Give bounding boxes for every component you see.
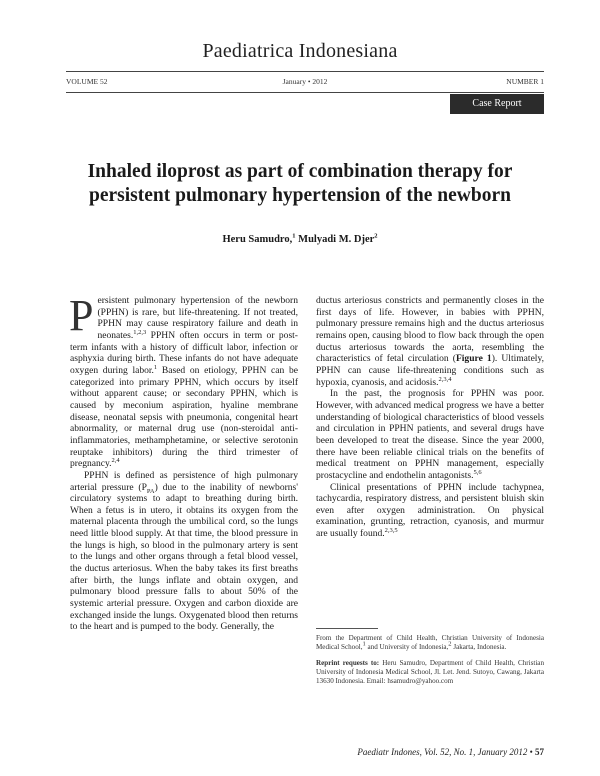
page-footer [316, 747, 544, 757]
header-rule-bottom [66, 92, 544, 93]
paragraph-text: PPHN is defined as persistence of high pulmonary arterial pressure (P [70, 469, 298, 493]
paragraph-text: Based on etiology, PPHN can be categorized into primary PPHN, which occurs by itself without apparent cause; or secondary PPHN, which is caused by meconium aspiration, hyaline membrane disease, neonatal sepsis with pneumonia, congenital heart abnormality, or maternal drug use (non-steroidal anti-inflammatories, methamphetamine, or selective serotonin reuptake inhibitors) during the third trimester of pregnancy. [70, 364, 299, 470]
paragraph-text: Clinical presentations of PPHN include tachypnea, tachycardia, respiratory distress, and persistent bluish skin even after oxygen administration. On physical examination, grunting, retraction, cyanosis, and murmur are usually found. [316, 481, 544, 540]
footer-bullet: • [529, 747, 533, 757]
body-paragraph [70, 470, 298, 633]
body-paragraph [316, 295, 544, 388]
citation-ref: 2,3,4 [438, 375, 452, 383]
footnote-text: and University of Indonesia, [365, 643, 449, 652]
paragraph-text: ). Ultimately, PPHN can cause life-threatening conditions such as hypoxia, cyanosis, and acidosis. [316, 353, 544, 388]
footnote-text: Jakarta, Indonesia. [451, 643, 507, 652]
author-name: Heru Samudro, [222, 234, 293, 245]
article-type-badge: Case Report [450, 94, 544, 114]
footnotes [316, 634, 544, 692]
citation-ref: 2,4 [111, 457, 120, 465]
body-paragraph [69, 291, 299, 470]
subscript: PA [146, 487, 155, 495]
volume-label: VOLUME 52 [66, 77, 108, 86]
journal-title: Paediatrica Indonesiana [202, 40, 398, 62]
page-number: 57 [535, 747, 544, 757]
body-column-right [316, 295, 544, 540]
body-paragraph [316, 388, 544, 481]
article-title-line-1: Inhaled iloprost as part of combination therapy for [87, 161, 513, 182]
footnote-text: Heru Samudro, Department of Child Health, Christian University of Indonesia Medical School, Jl. Let. Jend. Sutoyo, Cawang, Jakarta 13630 Indonesia. Email: hsamudro@yahoo.com [316, 658, 544, 686]
header-rule-top [66, 71, 544, 72]
issue-date: January • 2012 [282, 77, 328, 86]
citation-ref: 1,2,3 [133, 328, 147, 336]
author-list [0, 234, 600, 245]
paragraph-text: In the past, the prognosis for PPHN was poor. However, with advanced medical progress we have a better understanding of biological characteristics of blood vessels and circulation in PPHN patients, and several drugs have been developed to treat the disease. Since the year 2000, there have been reliable clinical trials on the benefits of medical treatment on PPHN management, especially prostacycline and endothelin antagonists. [316, 388, 544, 481]
issue-meta-row [66, 77, 544, 89]
affiliation-mark: 2 [448, 640, 452, 648]
affiliation-mark: 2 [374, 232, 378, 240]
paragraph-text: ersistent pulmonary hypertension of the newborn (PPHN) is rare, but life-threatening. If not treated, PPHN may cause respiratory failure and death in neonates. [97, 295, 298, 341]
figure-reference: Figure 1 [455, 353, 492, 365]
paragraph-text: PPHN often occurs in term or post-term infants with a history of difficult labor, infection or asphyxia during birth. These infants do not have adequate oxygen during labor. [70, 329, 298, 376]
footnote-text: From the Department of Child Health, Christian University of Indonesia Medical School, [316, 634, 544, 652]
footnote-rule [316, 628, 378, 629]
citation-ref: 5,6 [473, 468, 482, 476]
reprint-label: Reprint requests to: [316, 658, 380, 667]
journal-citation: Paediatr Indones, Vol. 52, No. 1, January 2012 [357, 747, 528, 757]
affiliation-footnote [316, 634, 544, 653]
author-name: Mulyadi M. Djer [298, 234, 375, 245]
citation-ref: 1 [153, 363, 158, 371]
paragraph-text: ductus arteriosus constricts and permanently closes in the first days of life. However, in babies with PPHN, pulmonary pressure remains high and the ductus arteriosus remains open, causing blood to flow back through the open ductus arteriosus towards the aorta, resembling the characteristics of fetal circulation ( [316, 295, 544, 365]
affiliation-mark: 1 [292, 232, 296, 240]
article-title-line-2: persistent pulmonary hypertension of the newborn [89, 185, 511, 206]
drop-cap: P [69, 291, 94, 340]
affiliation-mark: 1 [362, 640, 366, 648]
reprint-footnote [316, 659, 544, 687]
paragraph-text: ) due to the inability of newborns' circulatory systems to adapt to breathing during birth. When a fetus is in utero, it obtains its oxygen from the maternal placenta through the umbilical cord, so the lungs need little blood supply. At that time, the blood pressure in the lungs is high, so blood in the pulmonary artery is sent to the lungs and other organs through a fetal blood vessel, the ductus arteriosus. When the baby takes its first breaths after birth, the lungs inflate and obtain oxygen, and pulmonary blood pressure falls to about 50% of the systemic arterial pressure. Oxygen and carbon dioxide are exchanged inside the lungs. Oxygenated blood then returns to the heart and is pumped to the body. Generally, the [70, 481, 298, 633]
issue-number: NUMBER 1 [506, 77, 544, 86]
citation-ref: 2,3,5 [384, 526, 398, 534]
body-paragraph [316, 482, 544, 540]
body-column-left [69, 291, 299, 633]
article-title [0, 160, 600, 208]
